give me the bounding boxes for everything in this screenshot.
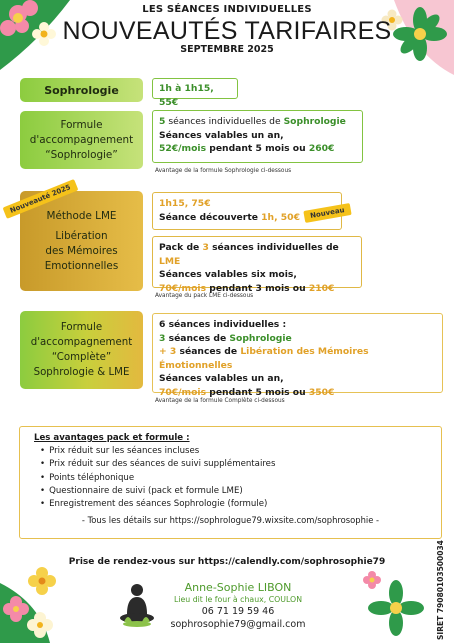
contact-address: Lieu dit le four à chaux, COULON	[173, 595, 303, 604]
price-box-sophrologie	[152, 78, 238, 108]
flower-decoration-bottom-left	[0, 563, 70, 643]
list-item: • Prix réduit sur des séances de suivi supplémentaires	[40, 458, 431, 471]
advantages-website-link[interactable]: - Tous les détails sur https://sophrologue79.wixsite.com/sophrosophie -	[81, 515, 380, 526]
header-subtitle: LES SÉANCES INDIVIDUELLES	[142, 4, 312, 15]
price-box-lme: 1h15, 75€ Séance découverte 1h, 50€	[152, 192, 342, 230]
price-sophrologie: 1h à 1h15, 55€	[159, 83, 214, 108]
siret-number: SIRET 79080103500034	[436, 540, 445, 640]
label-formule-sophrologie: Formule d'accompagnement “Sophrologie”	[20, 111, 143, 169]
note-pack-lme: Avantage du pack LME ci-dessous	[155, 293, 254, 299]
note-formule-sophrologie: Avantage de la formule Sophrologie ci-dessous	[155, 168, 292, 174]
ribbon-nouveaute-2025: Nouveauté 2025	[3, 179, 79, 219]
contact-name: Anne-Sophie LIBON	[184, 581, 292, 594]
page-title: NOUVEAUTÉS TARIFAIRES	[62, 17, 392, 45]
list-item: • Enregistrement des séances Sophrologie (formule)	[40, 498, 431, 511]
advantages-box	[19, 426, 442, 539]
label-formule-complete: Formule d'accompagnement “Complète” Sophrologie & LME	[20, 311, 143, 389]
note-formule-complete: Avantage de la formule Complète ci-dessous	[155, 398, 285, 404]
badge-nouveau: Nouveau	[303, 203, 351, 223]
booking-link[interactable]: Prise de rendez-vous sur https://calendly.com/sophrosophie79	[68, 557, 386, 567]
header-date: SEPTEMBRE 2025	[180, 44, 274, 55]
price-box-pack-lme: Pack de 3 séances individuelles de LME Séances valables six mois, 70€/mois pendant 3 mois ou 210€	[152, 236, 362, 288]
list-item: • Questionnaire de suivi (pack et formule LME)	[40, 485, 431, 498]
label-methode-lme: Méthode LME Libération des Mémoires Emotionnelles	[20, 191, 143, 291]
flower-decoration-bottom-right	[360, 568, 430, 643]
list-item: • Points téléphonique	[40, 472, 431, 485]
contact-phone[interactable]: 06 71 19 59 46	[201, 606, 275, 617]
contact-card	[148, 581, 328, 631]
contact-email[interactable]: sophrosophie79@gmail.com	[170, 619, 306, 630]
price-box-formule-sophrologie: 5 séances individuelles de Sophrologie Séances valables un an, 52€/mois pendant 5 mois ou 260€	[152, 110, 363, 163]
advantages-title: Les avantages pack et formule :	[34, 433, 190, 443]
label-sophrologie: Sophrologie	[20, 78, 143, 102]
advantages-list	[30, 445, 431, 511]
price-box-formule-complete: 6 séances individuelles : 3 séances de Sophrologie + 3 séances de Libération des Mémoires Émotionnelles Séances valables un an, 70€/mois pendant 5 mois ou 350€	[152, 313, 443, 393]
list-item: • Prix réduit sur les séances incluses	[40, 445, 431, 458]
